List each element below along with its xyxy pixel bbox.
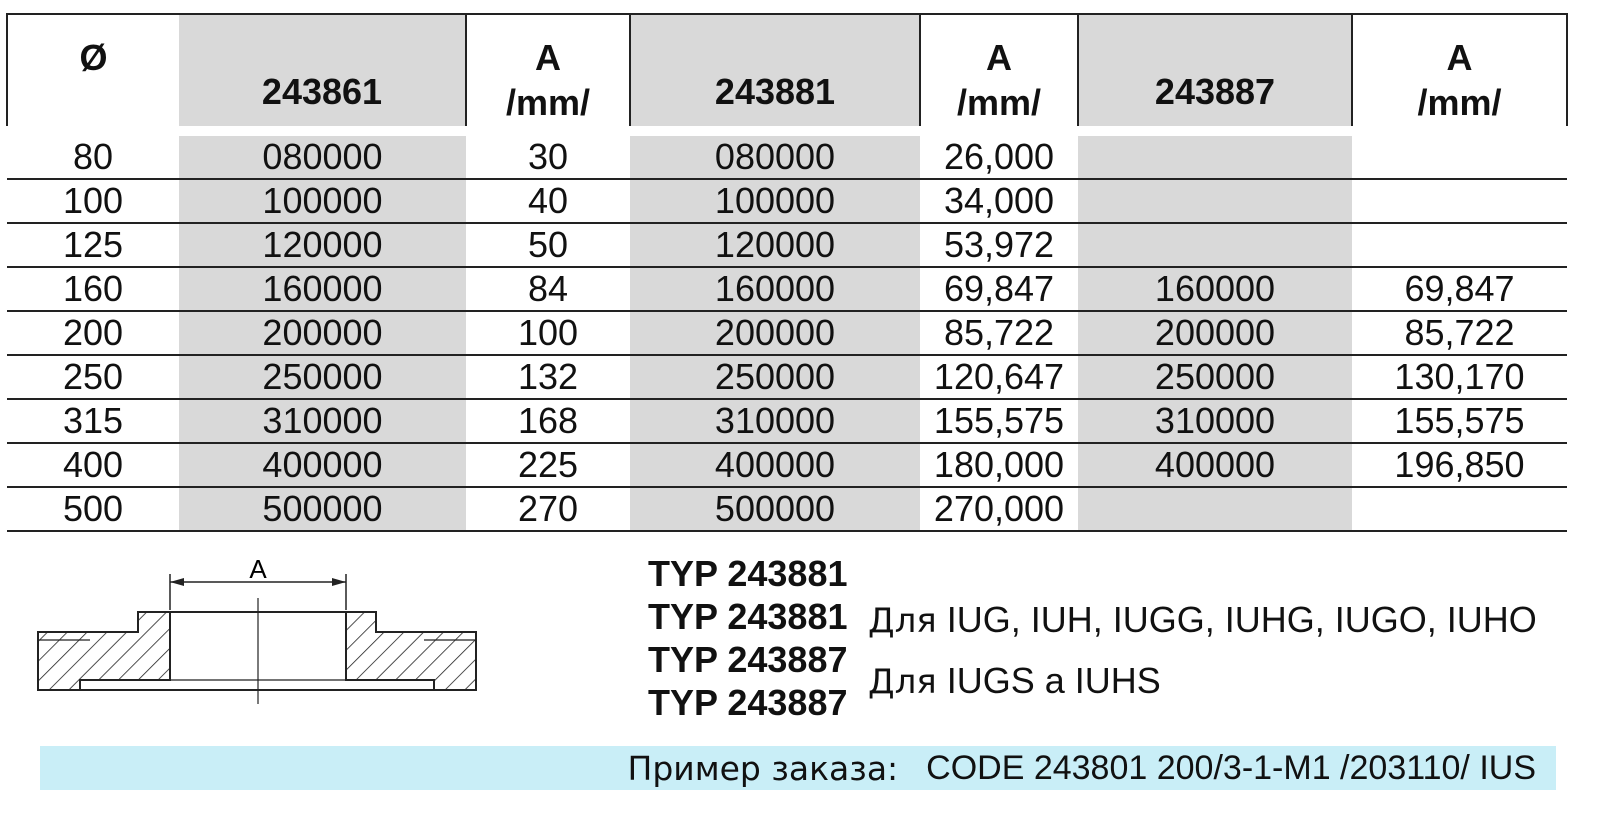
dimension-table-container xyxy=(6,13,1566,532)
table-row xyxy=(7,179,1567,223)
table-cell: 080000 xyxy=(179,131,466,179)
table-cell: 155,575 xyxy=(920,399,1078,443)
table-cell: 180,000 xyxy=(920,443,1078,487)
table-cell: 34,000 xyxy=(920,179,1078,223)
table-cell: 100 xyxy=(466,311,630,355)
header-diameter xyxy=(7,14,179,131)
dimension-label-a: A xyxy=(249,554,267,584)
table-cell: 225 xyxy=(466,443,630,487)
table-cell: 160000 xyxy=(179,267,466,311)
table-cell xyxy=(1078,131,1352,179)
arrow-right-icon xyxy=(332,578,346,586)
table-cell: 500 xyxy=(7,487,179,531)
table-row xyxy=(7,487,1567,531)
table-cell: 130,170 xyxy=(1352,355,1567,399)
table-cell: 315 xyxy=(7,399,179,443)
type-label: TYP 243887 xyxy=(648,682,848,723)
table-row xyxy=(7,443,1567,487)
application-line-2 xyxy=(868,651,1537,712)
table-cell: 500000 xyxy=(630,487,920,531)
dimension-table xyxy=(6,13,1568,532)
arrow-left-icon xyxy=(170,578,184,586)
table-cell: 196,850 xyxy=(1352,443,1567,487)
table-row xyxy=(7,311,1567,355)
table-cell: 310000 xyxy=(630,399,920,443)
table-row xyxy=(7,223,1567,267)
table-cell: 400000 xyxy=(179,443,466,487)
table-cell: 85,722 xyxy=(920,311,1078,355)
table-cell: 200000 xyxy=(179,311,466,355)
header-a-mm-3 xyxy=(1352,14,1567,131)
table-cell: 400000 xyxy=(630,443,920,487)
table-cell: 270,000 xyxy=(920,487,1078,531)
table-cell: 160 xyxy=(7,267,179,311)
table-cell: 69,847 xyxy=(920,267,1078,311)
table-cell: 120,647 xyxy=(920,355,1078,399)
table-cell: 400 xyxy=(7,443,179,487)
table-cell: 400000 xyxy=(1078,443,1352,487)
table-cell: 125 xyxy=(7,223,179,267)
table-cell: 132 xyxy=(466,355,630,399)
table-cell: 69,847 xyxy=(1352,267,1567,311)
application-prefix: Для xyxy=(868,662,937,702)
table-cell: 310000 xyxy=(179,399,466,443)
table-body xyxy=(7,131,1567,531)
header-a-mm-2 xyxy=(920,14,1078,131)
table-cell: 250 xyxy=(7,355,179,399)
flange-left-section xyxy=(38,612,170,690)
header-code-label: 243887 xyxy=(1154,71,1276,112)
table-cell: 120000 xyxy=(179,223,466,267)
header-a-mm-1 xyxy=(466,14,630,131)
table-row xyxy=(7,399,1567,443)
table-cell xyxy=(1352,131,1567,179)
table-cell: 200000 xyxy=(1078,311,1352,355)
table-cell: 080000 xyxy=(630,131,920,179)
header-unit-label: /mm/ xyxy=(1417,82,1502,123)
diameter-symbol: Ø xyxy=(79,37,108,78)
table-row xyxy=(7,131,1567,179)
table-cell xyxy=(1078,179,1352,223)
table-cell xyxy=(1352,223,1567,267)
table-cell: 168 xyxy=(466,399,630,443)
flange-cross-section-diagram xyxy=(30,550,500,710)
table-cell xyxy=(1078,487,1352,531)
table-cell: 200 xyxy=(7,311,179,355)
header-code-label: 243881 xyxy=(714,71,836,112)
table-cell xyxy=(1352,487,1567,531)
application-prefix: Для xyxy=(868,601,937,641)
header-a-label: A xyxy=(1446,37,1473,78)
header-unit-label: /mm/ xyxy=(505,82,591,123)
table-cell: 100 xyxy=(7,179,179,223)
header-code-243861 xyxy=(179,14,466,131)
application-line-1 xyxy=(868,590,1537,651)
table-cell: 100000 xyxy=(630,179,920,223)
table-cell xyxy=(1078,223,1352,267)
table-cell: 155,575 xyxy=(1352,399,1567,443)
order-example-value: CODE 243801 200/3-1-M1 /203110/ IUS xyxy=(926,748,1536,787)
table-cell: 40 xyxy=(466,179,630,223)
table-cell: 120000 xyxy=(630,223,920,267)
table-cell: 200000 xyxy=(630,311,920,355)
order-example-label: Пример заказа: xyxy=(627,748,899,788)
header-code-243881 xyxy=(630,14,920,131)
type-list xyxy=(648,552,848,724)
table-cell: 250000 xyxy=(179,355,466,399)
header-code-243887 xyxy=(1078,14,1352,131)
application-models: IUGS a IUHS xyxy=(946,660,1161,701)
flange-right-section xyxy=(346,612,476,690)
header-a-label: A xyxy=(986,37,1012,78)
table-cell: 270 xyxy=(466,487,630,531)
table-cell: 160000 xyxy=(630,267,920,311)
table-cell xyxy=(1352,179,1567,223)
table-cell: 160000 xyxy=(1078,267,1352,311)
table-cell: 100000 xyxy=(179,179,466,223)
order-example-bar xyxy=(40,746,1556,790)
application-list xyxy=(868,590,1537,712)
table-header-row xyxy=(7,14,1567,131)
type-label: TYP 243881 xyxy=(648,596,848,637)
table-cell: 500000 xyxy=(179,487,466,531)
table-row xyxy=(7,355,1567,399)
table-cell: 310000 xyxy=(1078,399,1352,443)
header-a-label: A xyxy=(535,37,561,78)
type-label: TYP 243887 xyxy=(648,639,848,680)
table-cell: 53,972 xyxy=(920,223,1078,267)
table-cell: 30 xyxy=(466,131,630,179)
table-cell: 26,000 xyxy=(920,131,1078,179)
header-unit-label: /mm/ xyxy=(956,82,1042,123)
table-cell: 84 xyxy=(466,267,630,311)
table-cell: 80 xyxy=(7,131,179,179)
table-cell: 50 xyxy=(466,223,630,267)
header-code-label: 243861 xyxy=(261,71,383,112)
table-cell: 250000 xyxy=(1078,355,1352,399)
type-label: TYP 243881 xyxy=(648,553,848,594)
table-cell: 85,722 xyxy=(1352,311,1567,355)
table-cell: 250000 xyxy=(630,355,920,399)
application-models: IUG, IUH, IUGG, IUHG, IUGO, IUHO xyxy=(946,599,1537,640)
table-row xyxy=(7,267,1567,311)
